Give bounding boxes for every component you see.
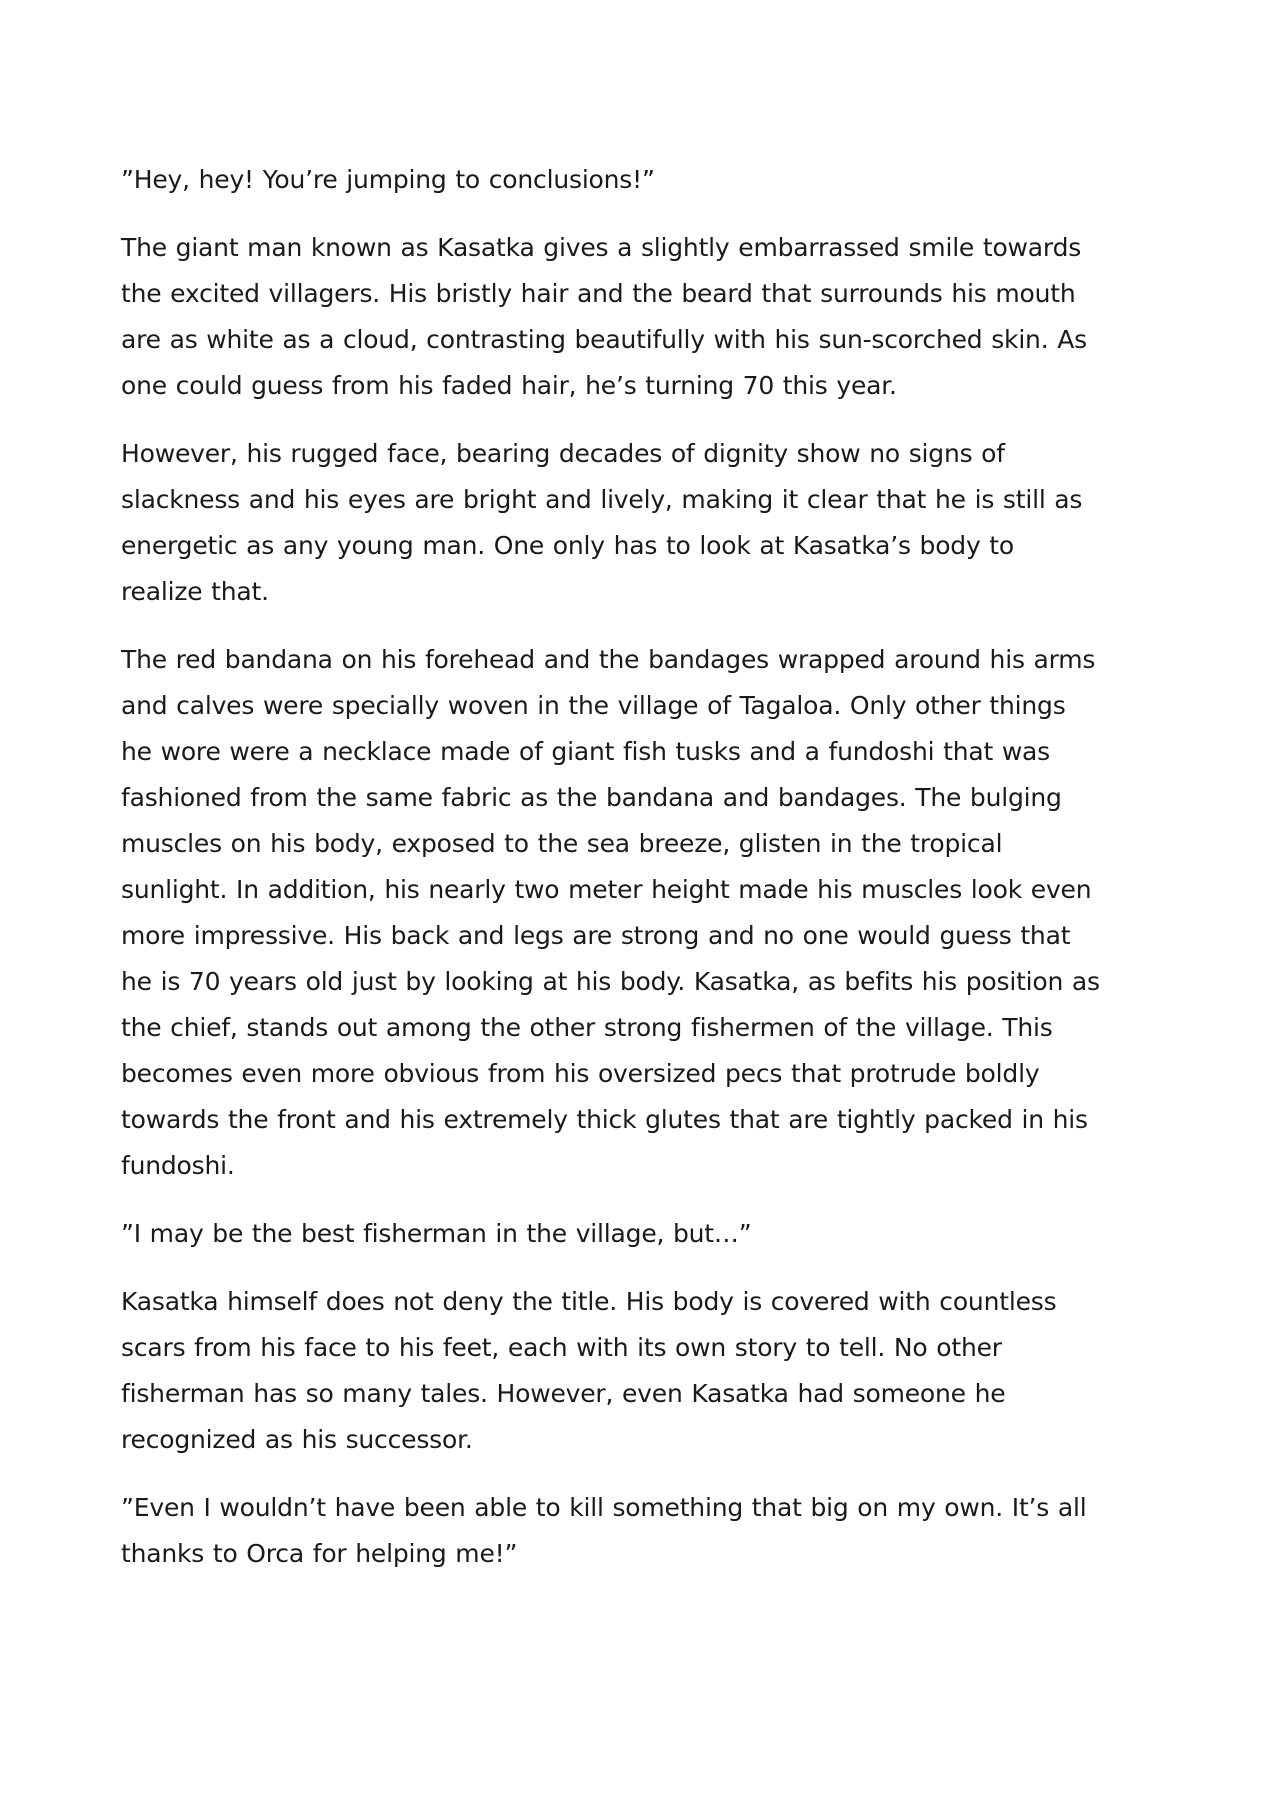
- paragraph-title: Kasatka himself does not deny the title. His body is covered with countless scars from his face to his feet, each with its own story to tell. No other fisherman has so many tales. However, even Kasatka had someone he recognized as his successor.: [121, 1287, 1057, 1454]
- paragraph-dialogue-1: ”Hey, hey! You’re jumping to conclusions!”: [121, 165, 655, 194]
- paragraph-dialogue-2: ”I may be the best fisherman in the village, but…”: [121, 1219, 752, 1248]
- paragraph-dialogue-3: ”Even I wouldn’t have been able to kill something that big on my own. It’s all thanks to Orca for helping me!”: [121, 1493, 1087, 1568]
- paragraph-rugged-face: However, his rugged face, bearing decades of dignity show no signs of slackness and his eyes are bright and lively, making it clear that he is still as energetic as any young man. One only has to look at Kasatka’s body to realize that.: [121, 439, 1083, 606]
- paragraph-bandana: The red bandana on his forehead and the bandages wrapped around his arms and calves were specially woven in the village of Tagaloa. Only other things he wore were a necklace made of giant fish tusks and a fundoshi that was fashioned from the same fabric as the bandana and bandages. The bulging muscles on his body, exposed to the sea breeze, glisten in the tropical sunlight. In addition, his nearly two meter height made his muscles look even more impressive. His back and legs are strong and no one would guess that he is 70 years old just by looking at his body. Kasatka, as befits his position as the chief, stands out among the other strong fishermen of the village. This becomes even more obvious from his oversized pecs that protrude boldly towards the front and his extremely thick glutes that are tightly packed in his fundoshi.: [121, 645, 1100, 1180]
- story-text: [121, 157, 1171, 1599]
- paragraph-kasatka-description: The giant man known as Kasatka gives a slightly embarrassed smile towards the excited villagers. His bristly hair and the beard that surrounds his mouth are as white as a cloud, contrasting beautifully with his sun-scorched skin. As one could guess from his faded hair, he’s turning 70 this year.: [121, 233, 1087, 400]
